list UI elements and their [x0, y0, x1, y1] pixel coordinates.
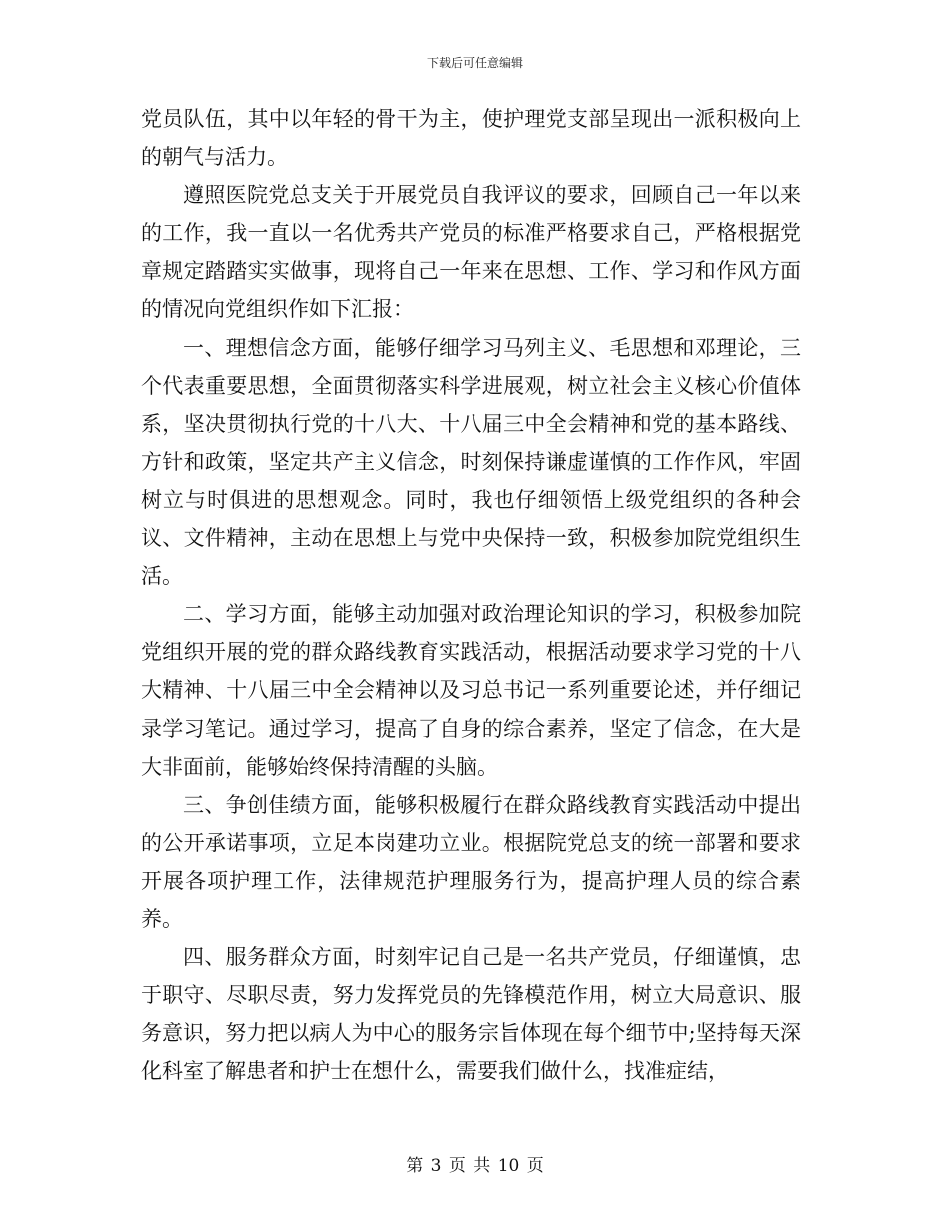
paragraph-study: 二、学习方面，能够主动加强对政治理论知识的学习，积极参加院党组织开展的党的群众路线教育实践活动，根据活动要求学习党的十八大精神、十八届三中全会精神以及习总书记一系列重要论述，并仔细记录学习笔记。通过学习，提高了自身的综合素养，坚定了信念，在大是大非面前，能够始终保持清醒的头脑。: [141, 602, 801, 779]
paragraph-continuation: 党员队伍，其中以年轻的骨干为主，使护理党支部呈现出一派积极向上的朝气与活力。: [141, 107, 801, 170]
page-header-note: 下载后可任意编辑: [426, 56, 523, 70]
page-number: 第 3 页 共 10 页: [406, 1156, 544, 1176]
document-body: [141, 100, 801, 1090]
paragraph-achievements: 三、争创佳绩方面，能够积极履行在群众路线教育实践活动中提出的公开承诺事项，立足本岗建功立业。根据院党总支的统一部署和要求开展各项护理工作，法律规范护理服务行为，提高护理人员的综合素养。: [141, 792, 801, 931]
paragraph-ideals-beliefs: 一、理想信念方面，能够仔细学习马列主义、毛思想和邓理论，三个代表重要思想，全面贯彻落实科学进展观，树立社会主义核心价值体系，坚决贯彻执行党的十八大、十八届三中全会精神和党的基本路线、方针和政策，坚定共产主义信念，时刻保持谦虚谨慎的工作作风，牢固树立与时俱进的思想观念。同时，我也仔细领悟上级党组织的各种会议、文件精神，主动在思想上与党中央保持一致，积极参加院党组织生活。: [141, 335, 801, 589]
paragraph-intro: 遵照医院党总支关于开展党员自我评议的要求，回顾自己一年以来的工作，我一直以一名优秀共产党员的标准严格要求自己，严格根据党章规定踏踏实实做事，现将自己一年来在思想、工作、学习和作风方面的情况向党组织作如下汇报：: [141, 183, 801, 322]
paragraph-serving-masses: 四、服务群众方面，时刻牢记自己是一名共产党员，仔细谨慎，忠于职守、尽职尽责，努力发挥党员的先锋模范作用，树立大局意识、服务意识，努力把以病人为中心的服务宗旨体现在每个细节中;坚持每天深化科室了解患者和护士在想什么，需要我们做什么，找准症结，: [141, 945, 801, 1084]
